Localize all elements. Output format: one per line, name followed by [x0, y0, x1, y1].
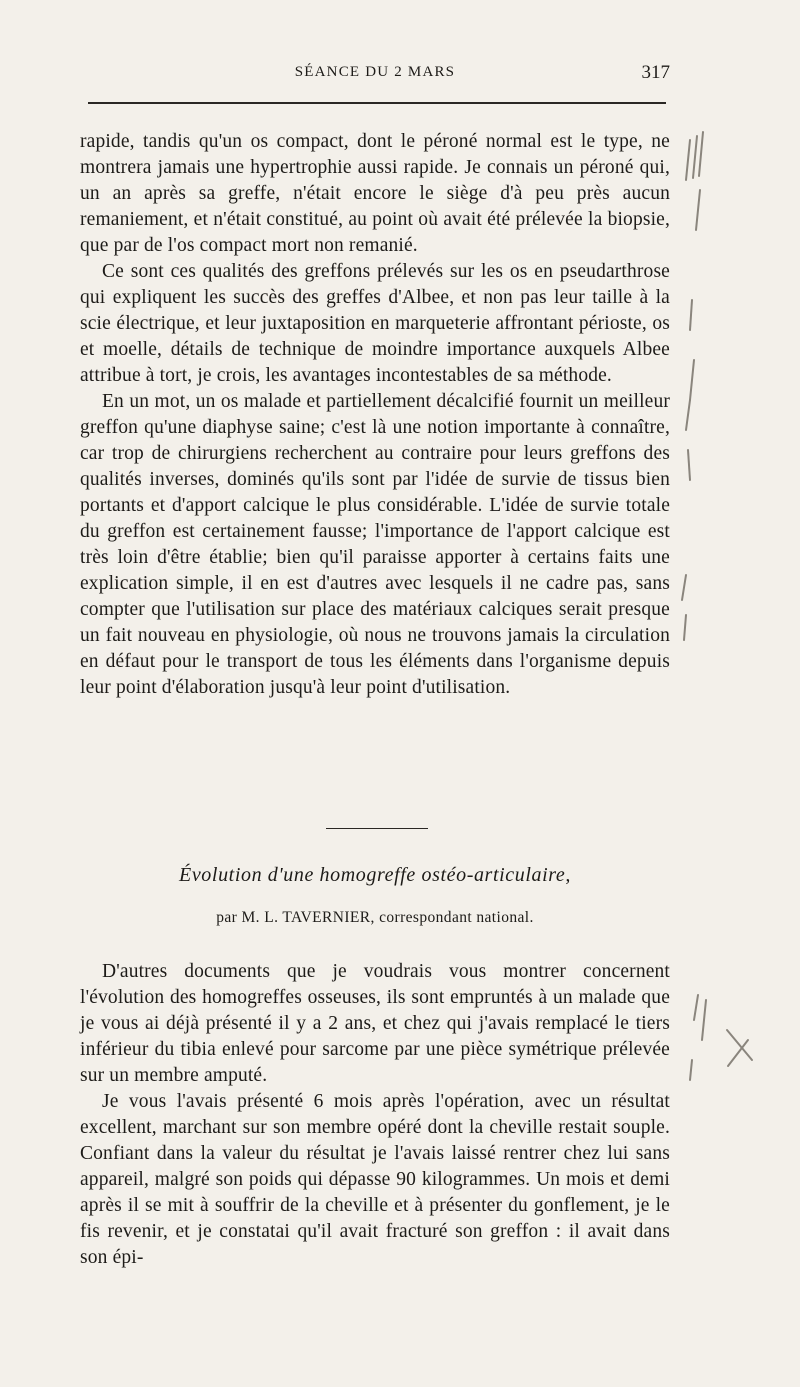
running-title: SÉANCE DU 2 MARS: [294, 64, 456, 80]
paragraph: Ce sont ces qualités des greffons prélevés sur les os en pseudarthrose qui expliquent les succès des greffes d'Albee, et non pas leur taille à la scie électrique, et leur juxtaposition en marqueterie affrontant périoste, os et moelle, détails de technique de moindre importance auxquels Albee attribue à tort, je crois, les avantages incontestables de sa méthode.: [80, 261, 670, 386]
paragraph: En un mot, un os malade et partiellement décalcifié fournit un meilleur greffon qu'une diaphyse saine; c'est là une notion importante à connaître, car trop de chirurgiens recherchent au contraire pour leurs greffons des qualités inverses, dominés qu'ils sont par l'idée de survie de tissus bien portants et d'apport calcique le plus considérable. L'idée de survie totale du greffon est certainement fausse; l'importance de l'apport calcique est très loin d'être établie; bien qu'il paraisse apporter à certains faits une explication simple, il en est d'autres avec lesquels il ne cadre pas, sans compter que l'utilisation sur place des matériaux calciques serait presque un fait nouveau en physiologie, où nous ne trouvons jamais la circulation en défaut pour le transport de tous les éléments dans l'organisme depuis leur point d'élaboration jusqu'à leur point d'utilisation.: [80, 391, 670, 698]
paragraph: Je vous l'avais présenté 6 mois après l'opération, avec un résultat excellent, marchant sur son membre opéré dont la cheville restait souple. Confiant dans la valeur du résultat je l'avais laissé rentrer chez lui sans appareil, malgré son poids qui dépasse 90 kilogrammes. Un mois et demi après il se mit à souffrir de la cheville et à présenter du gonflement, je le fis revenir, et je constatai qu'il avait fracturé son greffon : il avait dans son épi-: [80, 1091, 670, 1268]
article-byline: par M. L. TAVERNIER, correspondant national.: [216, 909, 534, 926]
running-header: [80, 62, 670, 86]
page-number: 317: [641, 62, 670, 83]
paragraph: D'autres documents que je voudrais vous montrer concernent l'évolution des homogreffes osseuses, ils sont empruntés à un malade que je vous ai déjà présenté il y a 2 ans, et chez qui j'avais remplacé le tiers inférieur du tibia enlevé pour sarcome par une pièce symétrique prélevée sur un membre amputé.: [80, 961, 670, 1086]
section-divider: [326, 828, 428, 829]
text-block-article: [80, 959, 670, 1271]
margin-annotation-marks: [672, 0, 800, 1387]
article-title: Évolution d'une homogreffe ostéo-articulaire,: [179, 864, 571, 886]
header-rule: [88, 102, 666, 104]
pencil-stroke-marks: [682, 132, 752, 1080]
text-block-continued: [80, 129, 670, 701]
paragraph: rapide, tandis qu'un os compact, dont le péroné normal est le type, ne montrera jamais une hypertrophie aussi rapide. Je connais un péroné qui, un an après sa greffe, n'était encore le siège d'à peu près aucun remaniement, et n'était constitué, au point où avait été prélevée la biopsie, que par de l'os compact mort non remanié.: [80, 131, 670, 256]
